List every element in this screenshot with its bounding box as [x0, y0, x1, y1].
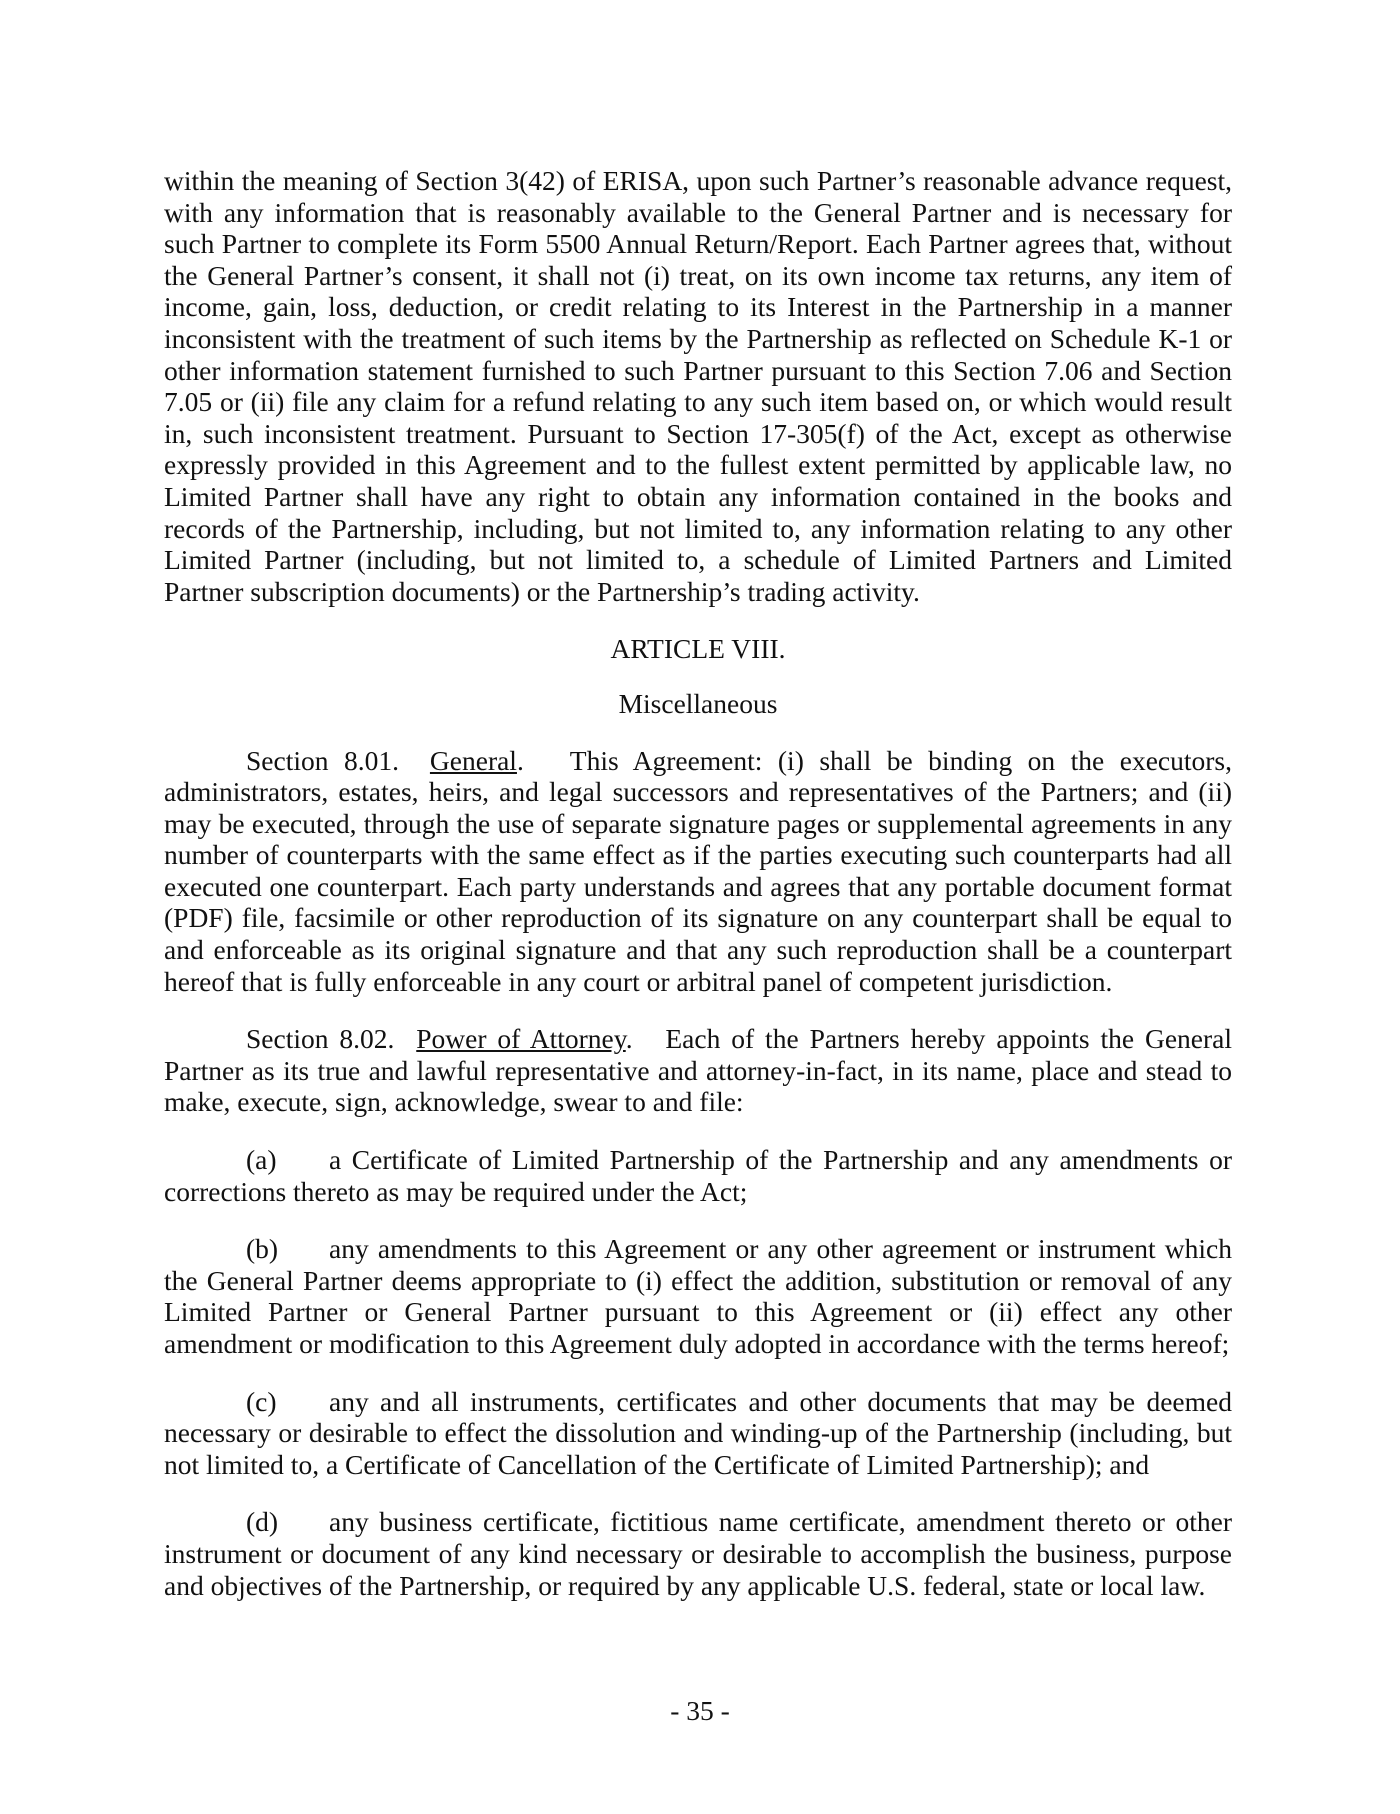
- clause-text: any and all instruments, certificates and other documents that may be deemed necessary or desirable to effect the dissolution and winding-up of the Partnership (including, but not limited to, a Certificate of Cancellation of the Certificate of Limited Partnership); and: [164, 1385, 1232, 1480]
- document-page: [164, 165, 1232, 1601]
- section-number: Section 8.02.: [246, 1023, 395, 1055]
- section-body: Each of the Partners hereby appoints the General Partner as its true and lawful representative and attorney-in-fact, in its name, place and stead to make, execute, sign, acknowledge, swear to and file:: [164, 1023, 1232, 1118]
- section-8-02: Section 8.02. Power of Attorney. Each of the Partners hereby appoints the General Partner as its true and lawful representative and attorney-in-fact, in its name, place and stead to make, execute, sign, acknowledge, swear to and file:: [164, 1023, 1232, 1118]
- article-title: Miscellaneous: [618, 687, 778, 719]
- clause-a: [164, 1144, 1232, 1207]
- section-8-01: Section 8.01. General. This Agreement: (i) shall be binding on the executors, administrators, estates, heirs, and legal successors and representatives of the Partners; and (ii) may be executed, through the use of separate signature pages or supplemental agreements in any number of counterparts with the same effect as if the parties executing such counterparts had all executed one counterpart. Each party understands and agrees that any portable document format (PDF) file, facsimile or other reproduction of its signature on any counterpart shall be equal to and enforceable as its original signature and that any such reproduction shall be a counterpart hereof that is fully enforceable in any court or arbitral panel of competent jurisdiction.: [164, 744, 1232, 997]
- section-heading: Power of Attorney: [416, 1023, 626, 1055]
- clause-label: (c): [246, 1385, 277, 1417]
- clause-text: a Certificate of Limited Partnership of the Partnership and any amendments or corrections thereto as may be required under the Act;: [164, 1144, 1232, 1207]
- clause-b: [164, 1233, 1232, 1359]
- clause-label: (a): [246, 1144, 277, 1176]
- article-number: ARTICLE VIII.: [610, 633, 786, 665]
- section-number: Section 8.01.: [246, 744, 399, 776]
- clause-text: any business certificate, fictitious name certificate, amendment thereto or other instrument or document of any kind necessary or desirable to accomplish the business, purpose and objectives of the Partnership, or required by any applicable U.S. federal, state or local law.: [164, 1506, 1232, 1601]
- section-heading: General: [429, 744, 517, 776]
- clause-label: (b): [246, 1233, 279, 1265]
- clause-d: [164, 1506, 1232, 1601]
- clause-c: [164, 1386, 1232, 1481]
- clause-text: any amendments to this Agreement or any other agreement or instrument which the General Partner deems appropriate to (i) effect the addition, substitution or removal of any Limited Partner or General Partner pursuant to this Agreement or (ii) effect any other amendment or modification to this Agreement duly adopted in accordance with the terms hereof;: [164, 1233, 1232, 1359]
- page-number: - 35 -: [670, 1695, 730, 1726]
- section-body: This Agreement: (i) shall be binding on the executors, administrators, estates, heirs, and legal successors and representatives of the Partners; and (ii) may be executed, through the use of separate signature pages or supplemental agreements in any number of counterparts with the same effect as if the parties executing such counterparts had all executed one counterpart. Each party understands and agrees that any portable document format (PDF) file, facsimile or other reproduction of its signature on any counterpart shall be equal to and enforceable as its original signature and that any such reproduction shall be a counterpart hereof that is fully enforceable in any court or arbitral panel of competent jurisdiction.: [164, 744, 1232, 997]
- clause-label: (d): [246, 1506, 279, 1538]
- continuation-paragraph: within the meaning of Section 3(42) of ERISA, upon such Partner’s reasonable advance request, with any information that is reasonably available to the General Partner and is necessary for such Partner to complete its Form 5500 Annual Return/Report. Each Partner agrees that, without the General Partner’s consent, it shall not (i) treat, on its own income tax returns, any item of income, gain, loss, deduction, or credit relating to its Interest in the Partnership in a manner inconsistent with the treatment of such items by the Partnership as reflected on Schedule K-1 or other information statement furnished to such Partner pursuant to this Section 7.06 and Section 7.05 or (ii) file any claim for a refund relating to any such item based on, or which would result in, such inconsistent treatment. Pursuant to Section 17-305(f) of the Act, except as otherwise expressly provided in this Agreement and to the fullest extent permitted by applicable law, no Limited Partner shall have any right to obtain any information contained in the books and records of the Partnership, including, but not limited to, any information relating to any other Limited Partner (including, but not limited to, a schedule of Limited Partners and Limited Partner subscription documents) or the Partnership’s trading activity.: [164, 165, 1232, 607]
